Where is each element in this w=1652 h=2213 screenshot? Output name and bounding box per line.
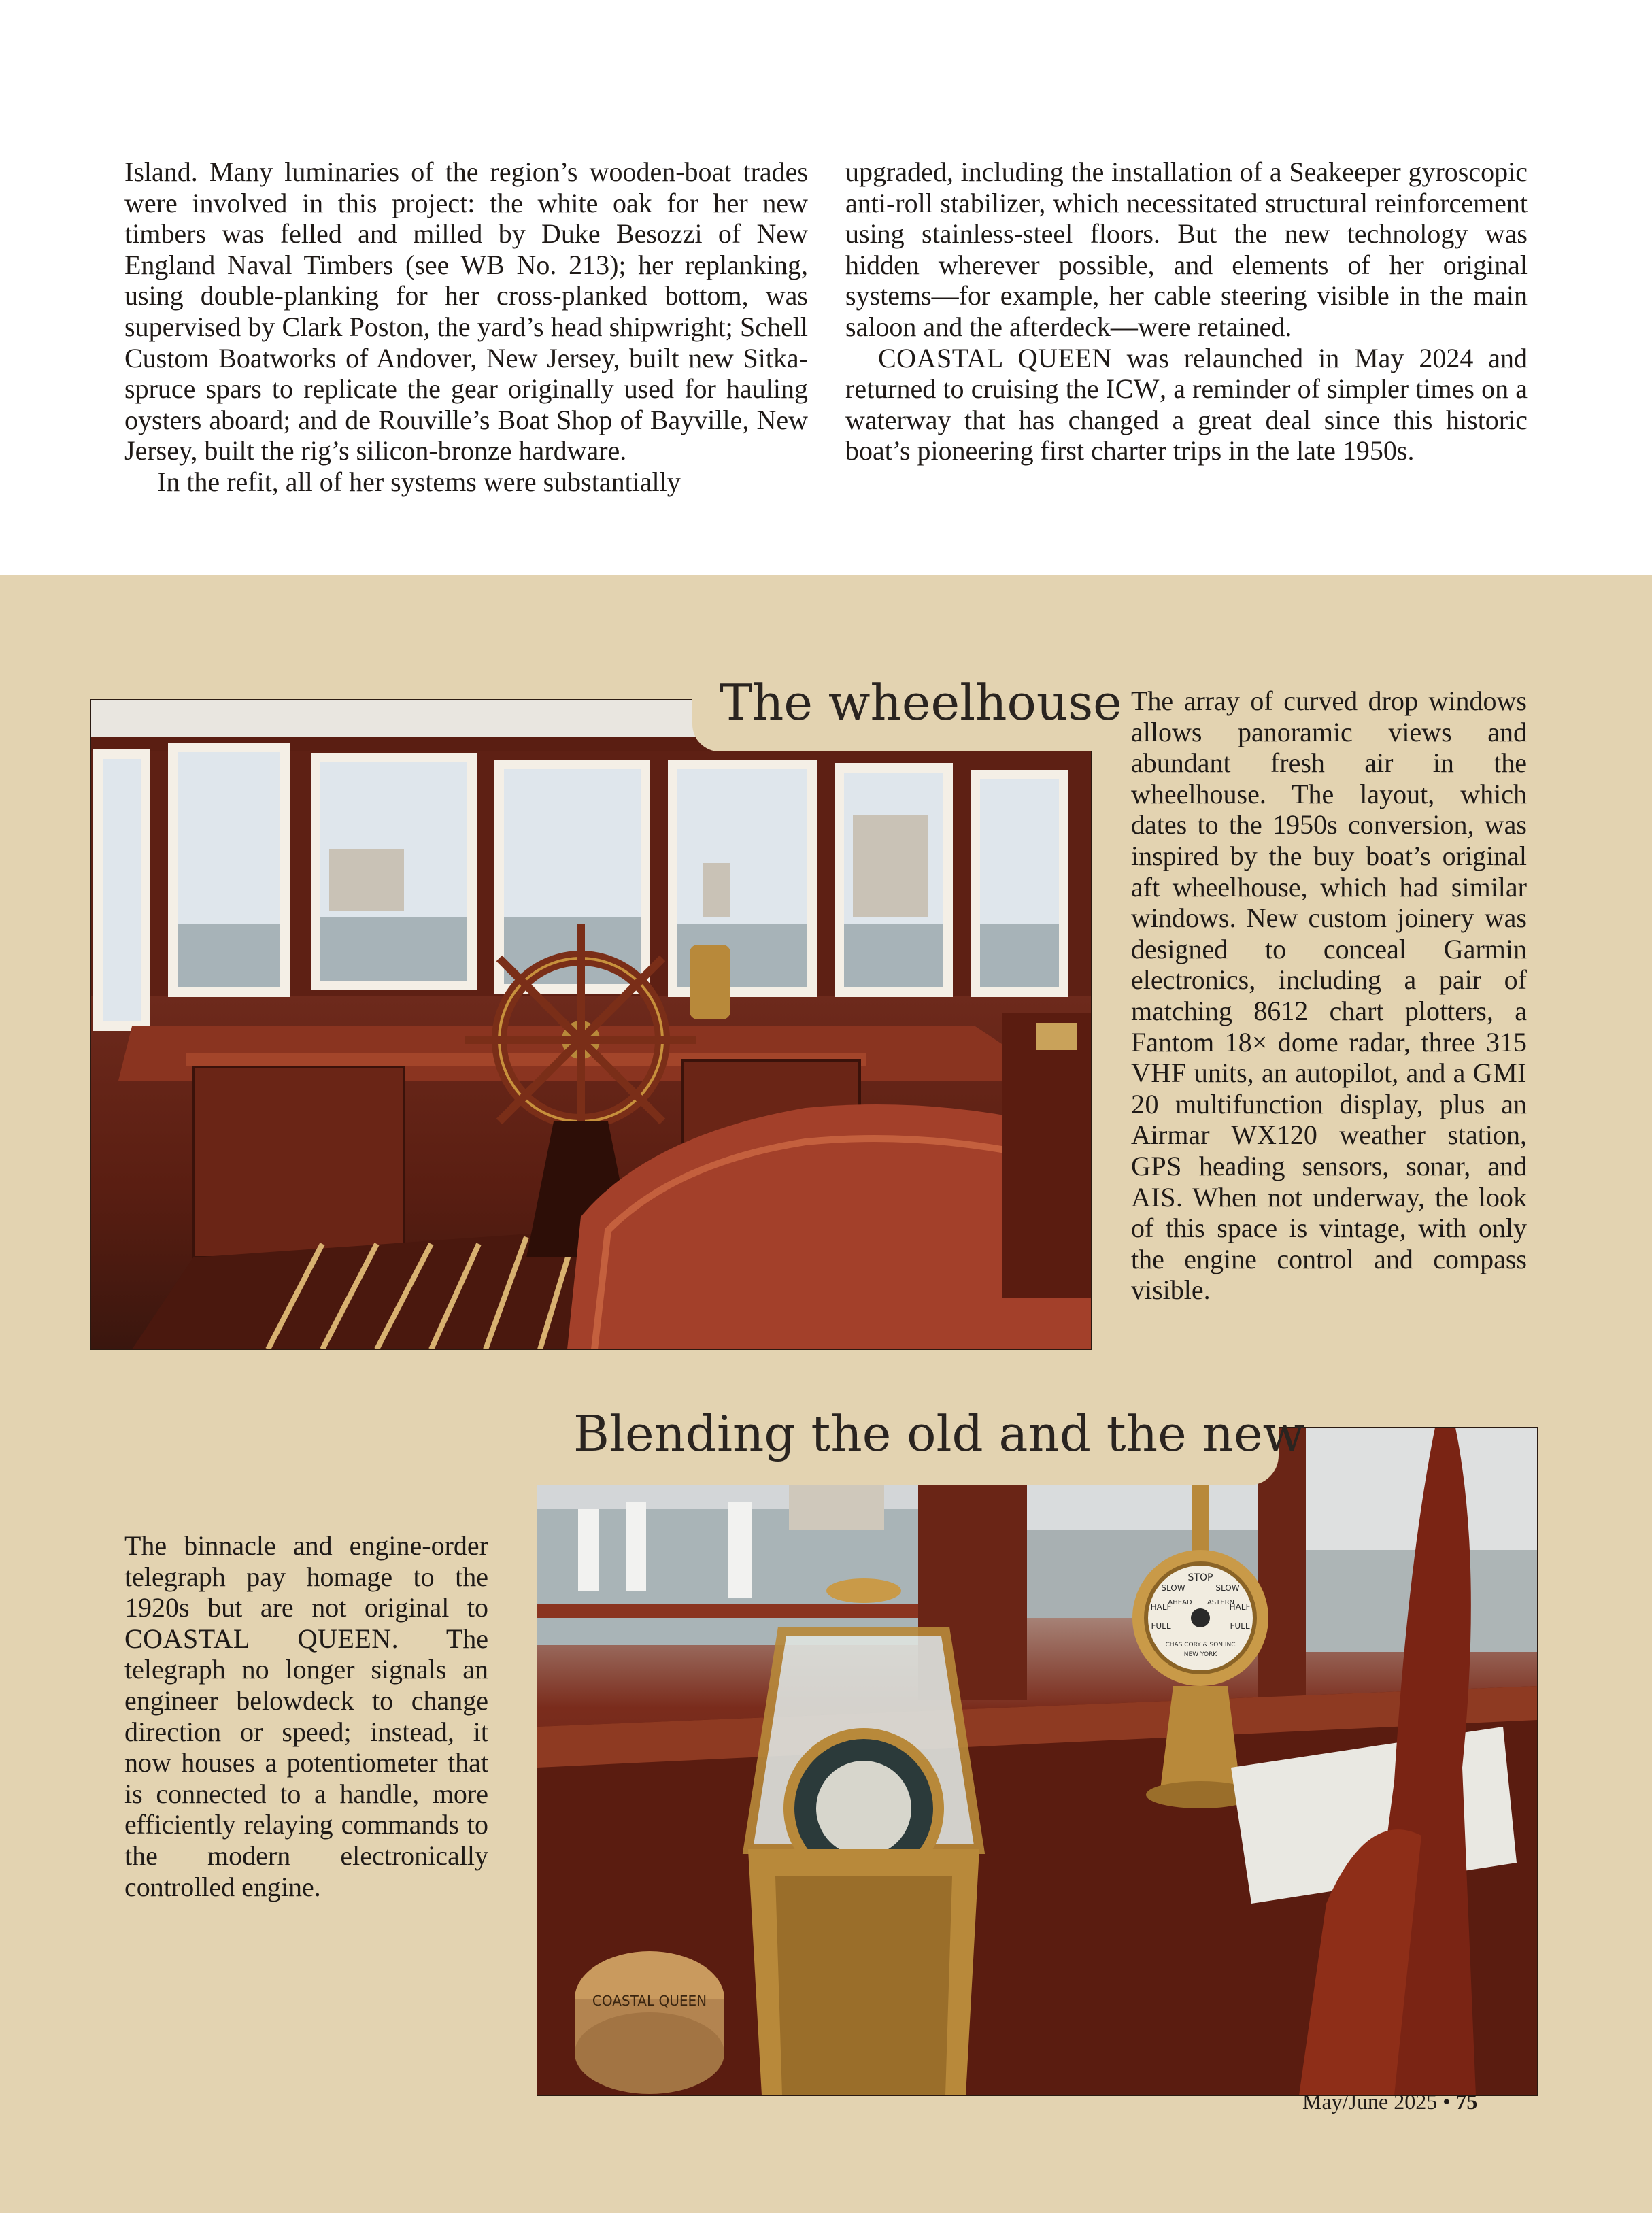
vessel-name: COASTAL QUEEN [878,342,1112,373]
photo-caption [1131,686,1527,1306]
photo-caption [124,1530,488,1902]
article-paragraph: upgraded, including the installation of a Seakeeper gyroscopic anti-roll stabilizer, which necessitated structural reinforcement using stainless-steel floors. But the new technology was hidden wherever possible, and elements of her original systems—for example, her cable steering visible in the main saloon and the afterdeck—were retained. [845,156,1528,342]
text-run: The array of curved drop windows allows panoramic views and abundant fresh air in the wheelhouse. The layout, which dates to the 1950s conversion, was inspired by the buy boat’s original aft wheelhouse, which had similar windows. New custom joinery was designed to conceal Garmin electronics, including a pair of matching 8612 chart plotters, a Fantom 18× dome radar, three 315 [1131,686,1527,1058]
coaster-stack [575,1951,724,2094]
dial-label-half: HALF [1229,1602,1251,1612]
text-run: multifunction display, plus an Airmar WX120 weather station, [1131,1088,1527,1151]
article-column-right [845,156,1528,467]
section-heading: The wheelhouse [720,674,1122,731]
abbr: AIS [1131,1181,1176,1213]
text-run: was relaunched in May 2024 and returned to cruising the [845,342,1528,405]
text-run: heading sensors, sonar, and [1181,1150,1527,1181]
binnacle-illustration [537,1428,1537,2095]
text-run: . When not underway, the look of this space is vintage, with only the engine control and compass visible. [1131,1181,1527,1306]
caption-paragraph [124,1530,488,1902]
dial-label-slow: SLOW [1215,1583,1240,1593]
wheelhouse-illustration [91,700,1091,1349]
text-run: units, an autopilot, and a [1186,1058,1473,1089]
dial-label-full: FULL [1230,1621,1250,1631]
dial-label-half: HALF [1150,1602,1172,1612]
abbr: ICW [1105,373,1160,405]
coaster-label: COASTAL QUEEN [592,1993,707,2009]
dial-label-slow: SLOW [1161,1583,1185,1593]
article-paragraph [845,343,1528,467]
vessel-name: COASTAL QUEEN [124,1623,392,1654]
dial-label-stop: STOP [1187,1572,1213,1583]
dial-label-astern: ASTERN [1207,1599,1235,1606]
dial-maker-sub: NEW YORK [1183,1651,1217,1658]
page-number: 75 [1455,2089,1478,2114]
text-run: , a reminder of simpler times on a waterway that has changed a great deal since this historic boat’s pioneering first charter trips in the late 1950s. [845,373,1528,467]
caption-paragraph [1131,686,1527,1306]
issue-date: May/June 2025 [1302,2089,1438,2114]
page-folio [1302,2088,1477,2115]
dial-maker: CHAS CORY & SON INC [1165,1642,1236,1649]
section-heading: Blending the old and the new [573,1405,1305,1462]
text-run: The binnacle and engine-order telegraph pay homage to the 1920s but are not original to [124,1530,488,1623]
wheelhouse-photo [90,699,1092,1350]
article-paragraph: Island. Many luminaries of the region’s wooden-boat trades were involved in this project: the white oak for her new timbers was felled and milled by Duke Besozzi of New England Naval Timbers (see WB No. 213); her replanking, using double-planking for her cross-planked bottom, was supervised by Clark Poston, the yard’s head shipwright; Schell Custom Boatworks of Andover, New Jersey, built new Sitka-spruce spars to replicate the gear originally used for hauling oysters aboard; and de Rouville’s Boat Shop of Bayville, New Jersey, built the rig’s silicon-bronze hardware. [124,156,808,467]
abbr: GMI 20 [1131,1058,1527,1119]
abbr: GPS [1131,1150,1182,1181]
article-paragraph: In the refit, all of her systems were substantially [157,466,681,497]
binnacle-photo [537,1427,1538,2096]
folio-bullet: • [1443,2089,1451,2114]
text-run: . The telegraph no longer signals an engineer belowdeck to change direction or speed; instead, it now houses a potentiometer that is connected to a handle, more efficiently relaying commands to the modern electronically controlled engine. [124,1623,489,1902]
abbr: VHF [1131,1058,1187,1089]
dial-label-full: FULL [1151,1621,1171,1631]
dial-label-ahead: AHEAD [1168,1599,1192,1606]
article-column-left [124,156,808,498]
